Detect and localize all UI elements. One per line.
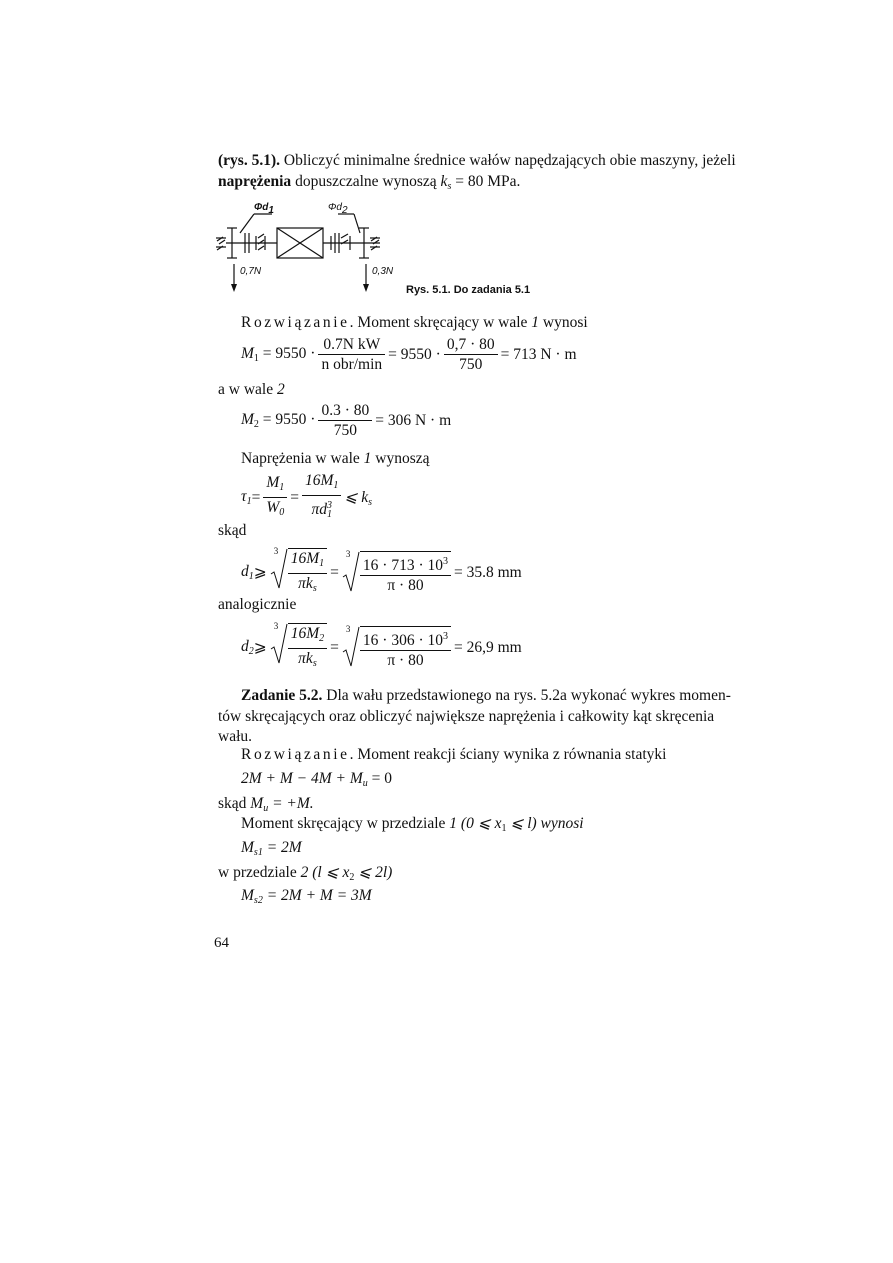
force-label-1: 0,7N — [240, 266, 262, 277]
figure-5-1 — [210, 200, 410, 300]
intro-line-2: naprężenia dopuszczalne wynoszą $k_s = 80$ MPa. — [218, 173, 521, 192]
intro-text-1: Obliczyć minimalne średnice wałów napędzających obie maszyny, jeżeli — [280, 152, 736, 169]
task-5-2-line-3: wału. — [218, 728, 253, 745]
equation-ms1: $M_{s1} = 2M$ — [241, 839, 302, 858]
text-skad-mu: skąd $M_u = +M$. — [218, 795, 314, 814]
equation-d2: $d_2⩾$ 3 $\frac{16M_2}{\pi k_s}$ = 3 $\frac{16 \cdot 306 \cdot 10^3}{\pi \cdot 80}$ = 26,9 mm — [241, 623, 522, 672]
task-5-2-line-1: Zadanie 5.2. Dla wału przedstawionego na rys. 5.2a wykonać wykres momen- — [241, 687, 731, 704]
intro-line-1 — [218, 152, 736, 170]
text-skad: skąd — [218, 522, 247, 539]
figure-reference: (rys. 5.1). — [218, 152, 280, 169]
equation-ms2: $M_{s2} = 2M + M = 3M$ — [241, 887, 372, 906]
text-moment-range-1: Moment skręcający w przedziale 1 (0 ⩽ $x_1$ ⩽ l) wynosi — [241, 815, 584, 834]
force-label-2: 0,3N — [372, 266, 394, 277]
text-range-2: w przedziale 2 (l ⩽ $x_2$ ⩽ 2l) — [218, 864, 393, 883]
equation-m1: $M_1 = 9550$ · $\frac{\text{0.7N kW}}{\text{n obr/min}}$ = 9550 · $\frac{0,7 \cdot 80}{750}$ = 713 N · m — [241, 336, 577, 373]
task-5-2-line-2: tów skręcających oraz obliczyć największe naprężenia i całkowity kąt skręcenia — [218, 708, 715, 725]
text-stress: Naprężenia w wale 1 wynoszą — [241, 450, 430, 467]
shaft-diagram — [210, 200, 410, 300]
text-shaft-2: a w wale 2 — [218, 381, 285, 398]
equation-m2: $M_2 = 9550$ · $\frac{0.3 \cdot 80}{750}$ = 306 N · m — [241, 402, 452, 439]
solution-2-intro: Rozwiązanie. Moment reakcji ściany wynika z równania statyki — [241, 746, 667, 763]
solution-word: Rozwiązanie — [241, 314, 350, 331]
text-analog: analogicznie — [218, 596, 297, 613]
equation-d1: $d_1⩾$ 3 $\frac{16M_1}{\pi k_s}$ = 3 $\frac{16 \cdot 713 \cdot 10^3}{\pi \cdot 80}$ = 35.8 mm — [241, 548, 522, 597]
figure-caption: Rys. 5.1. Do zadania 5.1 — [406, 284, 531, 296]
equation-statics: $2M + M - 4M + M_u = 0$ — [241, 770, 393, 789]
bold-word: naprężenia — [218, 173, 292, 190]
equation-tau: $\tau_1=$ $\frac{M_1}{W_0}$ = $\frac{16M_1}{\pi d^3_1}$ ⩽ $k_s$ — [241, 472, 373, 520]
page-number: 64 — [214, 935, 229, 951]
diameter-label-d2: Φd2 — [328, 202, 348, 216]
solution-intro: Rozwiązanie. Moment skręcający w wale 1 wynosi — [241, 314, 588, 331]
diameter-label-d1: Φd1 — [254, 202, 274, 216]
task-title: Zadanie 5.2. — [241, 687, 323, 704]
